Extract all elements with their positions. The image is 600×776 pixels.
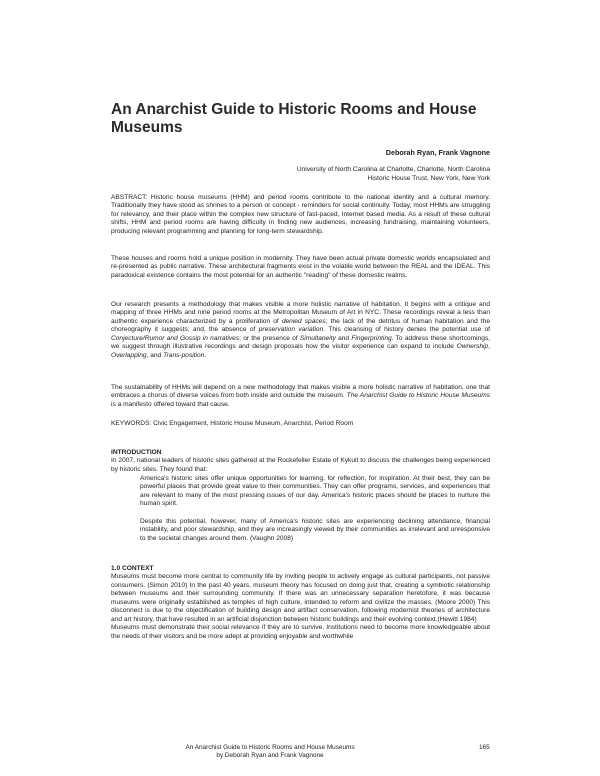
affiliations — [190, 165, 490, 183]
keywords-text: KEYWORDS: Civic Engagement, Historic House Museum, Anarchist, Period Room — [111, 420, 354, 427]
paper-title: An Anarchist Guide to Historic Rooms and House Museums — [111, 101, 477, 136]
paragraph-4 — [111, 384, 490, 409]
abstract — [111, 194, 490, 236]
block-quote-2 — [140, 518, 490, 543]
context-heading: 1.0 CONTEXT — [111, 565, 154, 572]
page-number: 165 — [479, 744, 490, 751]
block-quote-1 — [140, 475, 490, 509]
quote-2-text: Despite this potential, however, many of America's historic sites are experiencing declining attendance, financial instability, and poor stewardship, and they are increasingly viewed by their communities as irrelevant and unresponsive to the societal changes around them. (Vaughn 2008) — [140, 518, 490, 542]
context-section — [111, 565, 490, 641]
introduction-text: In 2007, national leaders of historic sites gathered at the Rockefeller Estate of Kykuit to discuss the challenges being experienced by historic sites. They found that: — [111, 457, 490, 473]
affiliation-1: University of North Carolina at Charlotte, Charlotte, North Carolina — [296, 166, 490, 173]
context-paragraph-2: Museums must demonstrate their social relevance if they are to survive. Institutions need to become more knowledgeable about the needs of their visitors and be more adept at providing enjoyable and worthwhile — [111, 624, 490, 640]
abstract-text: ABSTRACT: Historic house museums (HHM) and period rooms contribute to the national identity and a cultural memory. Traditionally they have stood as shrines to a person or concept - reminders for social continuity. Today, most HHMs are struggling for relevancy, and their place within the complex new structure of fast-paced, Internet based media. As a result of these cultural shifts, HHM and period rooms are having difficulty in finding new audiences, increasing fundraising, maintaining volunteers, producing relevant programming and planning for long-term stewardship. — [111, 194, 490, 235]
affiliation-2: Historic House Trust, New York, New York — [367, 175, 490, 183]
introduction-heading: INTRODUCTION — [111, 449, 162, 456]
paragraph-3 — [111, 301, 490, 360]
footer-title: An Anarchist Guide to Historic Rooms and House Museums — [185, 744, 355, 751]
paragraph-2-text: These houses and rooms hold a unique position in modernity. They have been actual private domestic worlds encapsulated and re-presented as public narrative. These architectural fragments exist in the volatile world between the REAL and the IDEAL. This paradoxical existence contains the most potential for an authentic "reading" of these domestic realms. — [111, 255, 490, 279]
context-paragraph-1: Museums must become more central to community life by inviting people to actively engage as cultural participants, not passive consumers. (Simon 2010) In the past 40 years, museum theory has focused on doing just that, creating a symbiotic relationship between museums and their surrounding community. If there was an unnecessary separation heretofore, it was because museums were originally established as temples of high culture, intended to reform and civilize the masses. (Moore 2000) This disconnect is due to the objectification of building design and artifact conservation, following modernist theories of architecture and art history, that have resulted in an artificial disjunction between historic buildings and their evolving context.(Hewitt 1984) — [111, 573, 490, 623]
page-footer — [170, 744, 370, 760]
paragraph-3-text: Our research presents a methodology that makes visible a more holistic narrative of habitation. It begins with a critique and mapping of three HHMs and nine period rooms at the Metropolitan Museum of Art in NYC. These recordings reveal a less than authentic experience characterized by a proliferation of denied spaces; the lack of the detritus of human habitation and the choreography it suggests; and, the absence of preservation variation. This cleansing of history denies the potential use of Conjecture/Rumor and Gossip in narratives; or the presence of Simultaneity and Fingerprinting. To address these shortcomings, we suggest through illustrative recordings and design proposals how the visitor experience can expand to include Ownership, Overlapping, and Trans-position. — [111, 301, 491, 359]
introduction-section — [111, 449, 490, 474]
authors: Deborah Ryan, Frank Vagnone — [385, 148, 490, 157]
paragraph-2 — [111, 255, 490, 280]
footer-authors: by Deborah Ryan and Frank Vagnone — [216, 752, 324, 760]
paragraph-4-text: The sustainability of HHMs will depend on a new methodology that makes visible a more holistic narrative of habitation, one that embraces a chorus of diverse voices from both inside and outside the museum. The Anarchist Guide to Historic House Museums is a manifesto offered toward that cause. — [111, 384, 490, 408]
quote-1-text: America's historic sites offer unique opportunities for learning, for reflection, for inspiration. At their best, they can be powerful places that provide great value to their communities. They can offer programs, services, and experiences that are relevant to many of the most pressing issues of our day. America's historic places should be places to nurture the human spirit. — [140, 475, 490, 508]
keywords — [111, 420, 490, 428]
